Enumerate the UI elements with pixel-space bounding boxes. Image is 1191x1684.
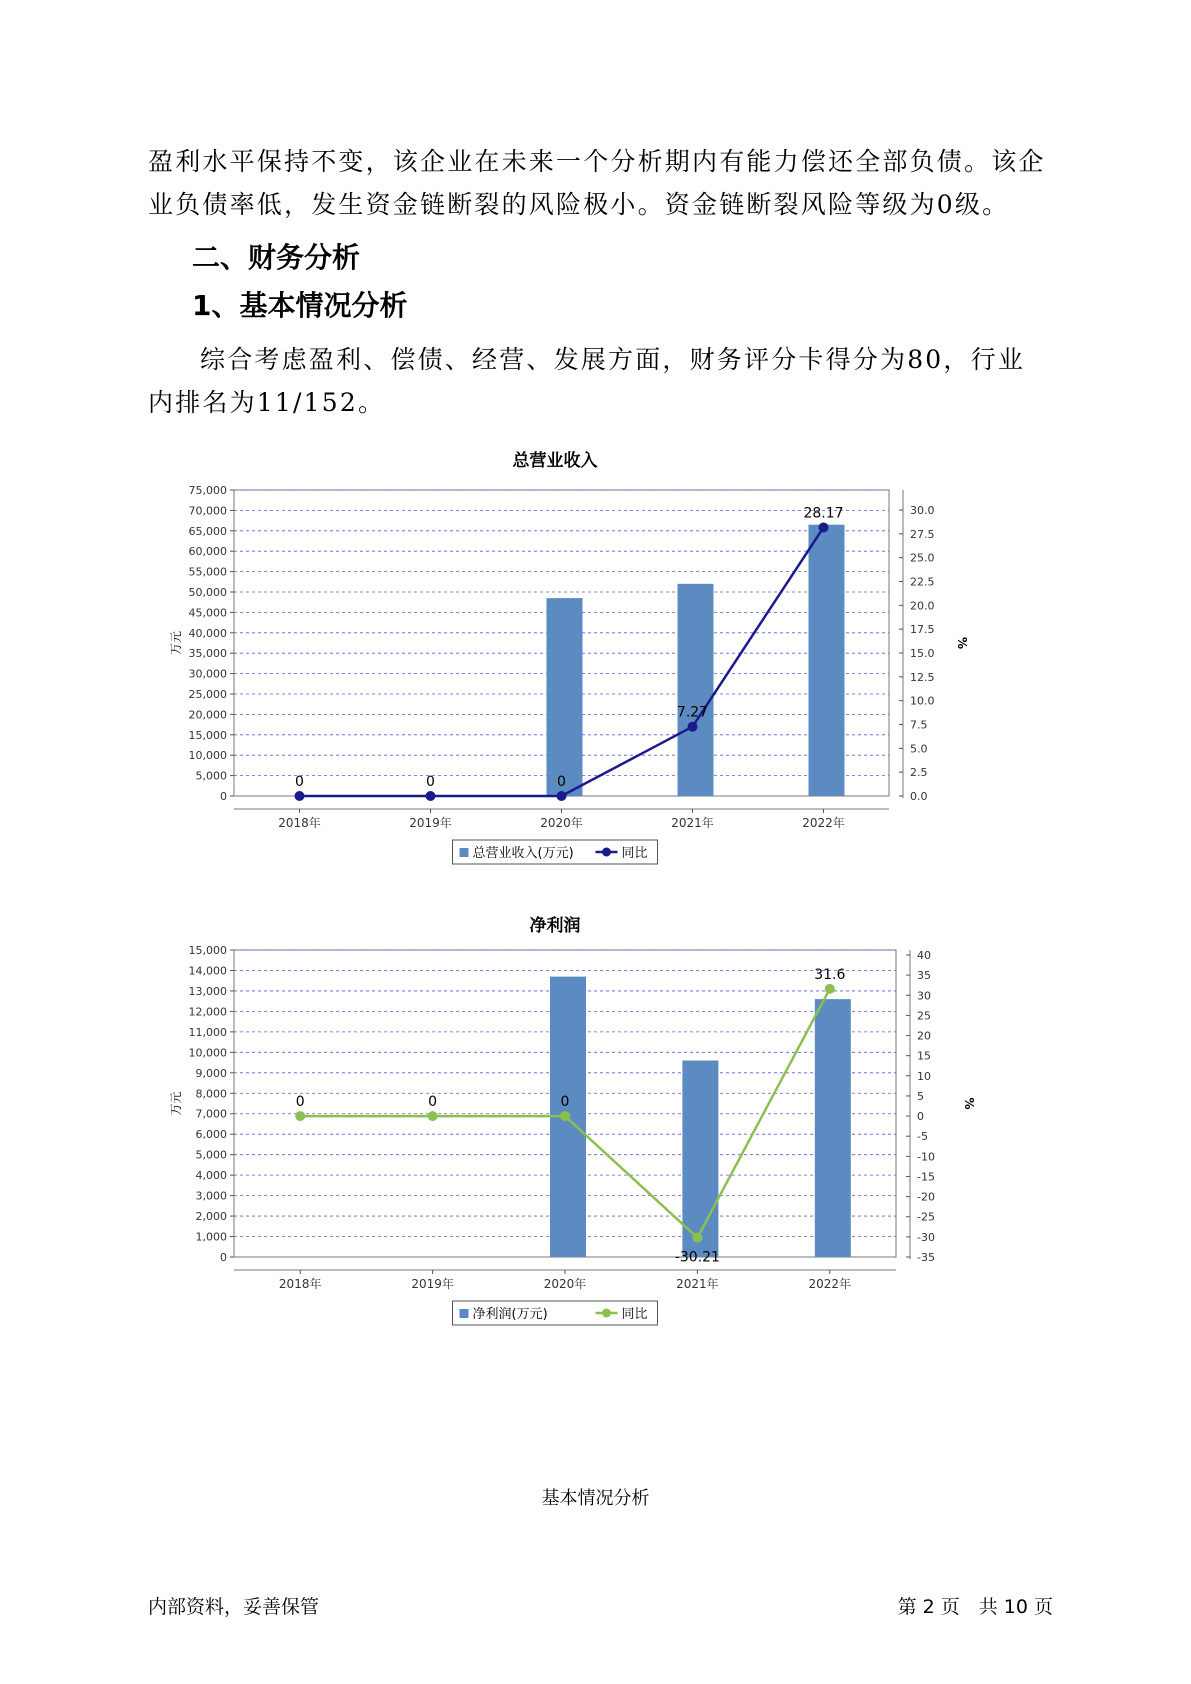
y-tick-label: 75,000 bbox=[188, 484, 227, 497]
paragraph-risk: 盈利水平保持不变，该企业在未来一个分析期内有能力偿还全部负债。该企业负债率低，发生资金链断裂的风险极小。资金链断裂风险等级为0级。 bbox=[148, 147, 1046, 219]
y2-tick-label: 25.0 bbox=[910, 551, 935, 565]
y-tick-label: 11,000 bbox=[188, 1025, 227, 1039]
y-axis-label: 万元 bbox=[169, 630, 183, 656]
yoy-data-label: 28.17 bbox=[803, 505, 844, 522]
revenue-chart bbox=[160, 440, 1040, 880]
y-axis-label: 万元 bbox=[169, 1091, 183, 1116]
y2-tick-label: 30.0 bbox=[910, 504, 935, 517]
bar-2020年 bbox=[547, 598, 583, 796]
yoy-data-label: -30.21 bbox=[674, 1249, 720, 1266]
y2-tick-label: -10 bbox=[917, 1150, 935, 1164]
y2-tick-label: 25 bbox=[917, 1009, 931, 1023]
legend-bar-swatch bbox=[460, 848, 469, 857]
y2-tick-label: -30 bbox=[917, 1230, 935, 1244]
paragraph-score: 综合考虑盈利、偿债、经营、发展方面，财务评分卡得分为80，行业内排名为11/152。 bbox=[148, 345, 1026, 417]
y-tick-label: 65,000 bbox=[188, 524, 227, 538]
footer-page-number: 第 2 页 共 10 页 bbox=[897, 1596, 1053, 1618]
yoy-data-label: 31.6 bbox=[814, 966, 846, 983]
y-tick-label: 5,000 bbox=[195, 769, 227, 783]
yoy-point-2021年 bbox=[688, 722, 698, 732]
y-tick-label: 60,000 bbox=[188, 545, 227, 559]
legend-line-marker bbox=[602, 1309, 611, 1318]
y-tick-label: 30,000 bbox=[188, 667, 227, 681]
y-tick-label: 14,000 bbox=[188, 964, 227, 978]
x-tick-label: 2019年 bbox=[409, 816, 452, 830]
yoy-point-2018年 bbox=[295, 1111, 305, 1121]
y-tick-label: 5,000 bbox=[195, 1148, 227, 1162]
y2-tick-label: 2.5 bbox=[910, 766, 928, 780]
legend-bar-label: 净利润(万元) bbox=[472, 1307, 548, 1322]
chart-title: 总营业收入 bbox=[512, 451, 598, 471]
section-heading: 二、财务分析 bbox=[192, 241, 361, 274]
y2-tick-label: -20 bbox=[917, 1190, 935, 1204]
y2-tick-label: 20 bbox=[917, 1029, 931, 1043]
bar-2021年 bbox=[678, 584, 714, 796]
y-tick-label: 8,000 bbox=[195, 1087, 227, 1101]
y-tick-label: 1,000 bbox=[195, 1230, 227, 1244]
yoy-data-label: 7.27 bbox=[676, 704, 709, 721]
figure-caption: 基本情况分析 bbox=[541, 1488, 650, 1509]
yoy-data-label: 0 bbox=[295, 1094, 305, 1111]
y2-tick-label: -35 bbox=[917, 1251, 935, 1264]
yoy-point-2018年 bbox=[295, 791, 305, 801]
subsection-heading: 1、基本情况分析 bbox=[192, 289, 408, 322]
y2-tick-label: -15 bbox=[917, 1170, 935, 1184]
legend-bar-swatch bbox=[460, 1309, 469, 1318]
y2-tick-label: 17.5 bbox=[910, 623, 935, 637]
x-tick-label: 2022年 bbox=[808, 1277, 852, 1291]
net-profit-chart bbox=[160, 905, 1040, 1345]
y2-tick-label: -5 bbox=[917, 1130, 928, 1144]
y-tick-label: 40,000 bbox=[188, 626, 227, 640]
yoy-data-label: 0 bbox=[428, 1094, 438, 1111]
bar-2022年 bbox=[815, 999, 851, 1257]
x-tick-label: 2018年 bbox=[278, 816, 321, 830]
yoy-point-2021年 bbox=[692, 1233, 702, 1243]
x-tick-label: 2022年 bbox=[802, 816, 845, 830]
y-tick-label: 35,000 bbox=[188, 647, 227, 661]
y-tick-label: 7,000 bbox=[195, 1107, 227, 1121]
x-tick-label: 2019年 bbox=[411, 1277, 454, 1291]
y-tick-label: 10,000 bbox=[188, 749, 227, 763]
y2-tick-label: 5.0 bbox=[910, 742, 928, 756]
y2-tick-label: 7.5 bbox=[910, 718, 928, 732]
yoy-point-2020年 bbox=[557, 791, 567, 801]
legend-line-marker bbox=[602, 848, 611, 857]
y-tick-label: 15,000 bbox=[188, 944, 227, 957]
y2-tick-label: 40 bbox=[917, 949, 931, 962]
y-tick-label: 55,000 bbox=[188, 565, 227, 579]
y2-tick-label: 22.5 bbox=[910, 575, 935, 589]
y-tick-label: 2,000 bbox=[195, 1210, 227, 1224]
y-tick-label: 45,000 bbox=[188, 606, 227, 620]
legend-bar-label: 总营业收入(万元) bbox=[472, 846, 574, 861]
x-tick-label: 2020年 bbox=[543, 1277, 587, 1291]
y2-tick-label: 15 bbox=[917, 1049, 931, 1063]
yoy-point-2019年 bbox=[426, 791, 436, 801]
y2-tick-label: 0 bbox=[917, 1110, 924, 1124]
yoy-point-2020年 bbox=[560, 1111, 570, 1121]
bar-2022年 bbox=[809, 525, 845, 796]
legend-line-label: 同比 bbox=[621, 846, 648, 861]
y2-tick-label: 0.0 bbox=[910, 790, 928, 803]
y2-tick-label: -25 bbox=[917, 1210, 935, 1224]
x-tick-label: 2021年 bbox=[671, 816, 714, 830]
y2-axis-label: % bbox=[962, 1097, 976, 1110]
y-tick-label: 9,000 bbox=[195, 1066, 227, 1080]
y-tick-label: 15,000 bbox=[188, 728, 227, 742]
x-tick-label: 2021年 bbox=[676, 1277, 719, 1291]
yoy-data-label: 0 bbox=[557, 774, 566, 790]
y-tick-label: 25,000 bbox=[188, 688, 227, 701]
y2-tick-label: 20.0 bbox=[910, 599, 935, 613]
y-tick-label: 20,000 bbox=[188, 708, 227, 722]
y-tick-label: 50,000 bbox=[188, 586, 227, 599]
y-tick-label: 70,000 bbox=[188, 504, 227, 518]
yoy-data-label: 0 bbox=[560, 1094, 570, 1111]
chart-title: 净利润 bbox=[529, 916, 581, 936]
y-tick-label: 3,000 bbox=[195, 1189, 227, 1203]
y2-tick-label: 12.5 bbox=[910, 670, 935, 684]
legend-line-label: 同比 bbox=[621, 1307, 648, 1322]
y2-tick-label: 30 bbox=[917, 989, 931, 1003]
y-tick-label: 0 bbox=[220, 1251, 227, 1264]
y-tick-label: 10,000 bbox=[188, 1046, 227, 1060]
y-tick-label: 4,000 bbox=[195, 1169, 227, 1183]
yoy-data-label: 0 bbox=[295, 774, 304, 790]
yoy-point-2022年 bbox=[819, 522, 829, 532]
y-tick-label: 12,000 bbox=[188, 1005, 227, 1019]
y2-axis-label: % bbox=[955, 636, 969, 650]
yoy-point-2019年 bbox=[428, 1111, 438, 1121]
y2-tick-label: 10 bbox=[917, 1069, 931, 1083]
y2-tick-label: 5 bbox=[917, 1089, 924, 1103]
y2-tick-label: 35 bbox=[917, 969, 931, 983]
y2-tick-label: 27.5 bbox=[910, 527, 935, 541]
x-tick-label: 2020年 bbox=[540, 816, 583, 830]
y-tick-label: 13,000 bbox=[188, 984, 227, 998]
y-tick-label: 0 bbox=[220, 790, 227, 803]
x-tick-label: 2018年 bbox=[278, 1277, 322, 1291]
footer-confidential: 内部资料，妥善保管 bbox=[148, 1596, 320, 1618]
y2-tick-label: 10.0 bbox=[910, 694, 935, 708]
y-tick-label: 6,000 bbox=[195, 1128, 227, 1142]
yoy-point-2022年 bbox=[825, 984, 835, 994]
yoy-data-label: 0 bbox=[426, 774, 435, 790]
y2-tick-label: 15.0 bbox=[910, 647, 935, 660]
